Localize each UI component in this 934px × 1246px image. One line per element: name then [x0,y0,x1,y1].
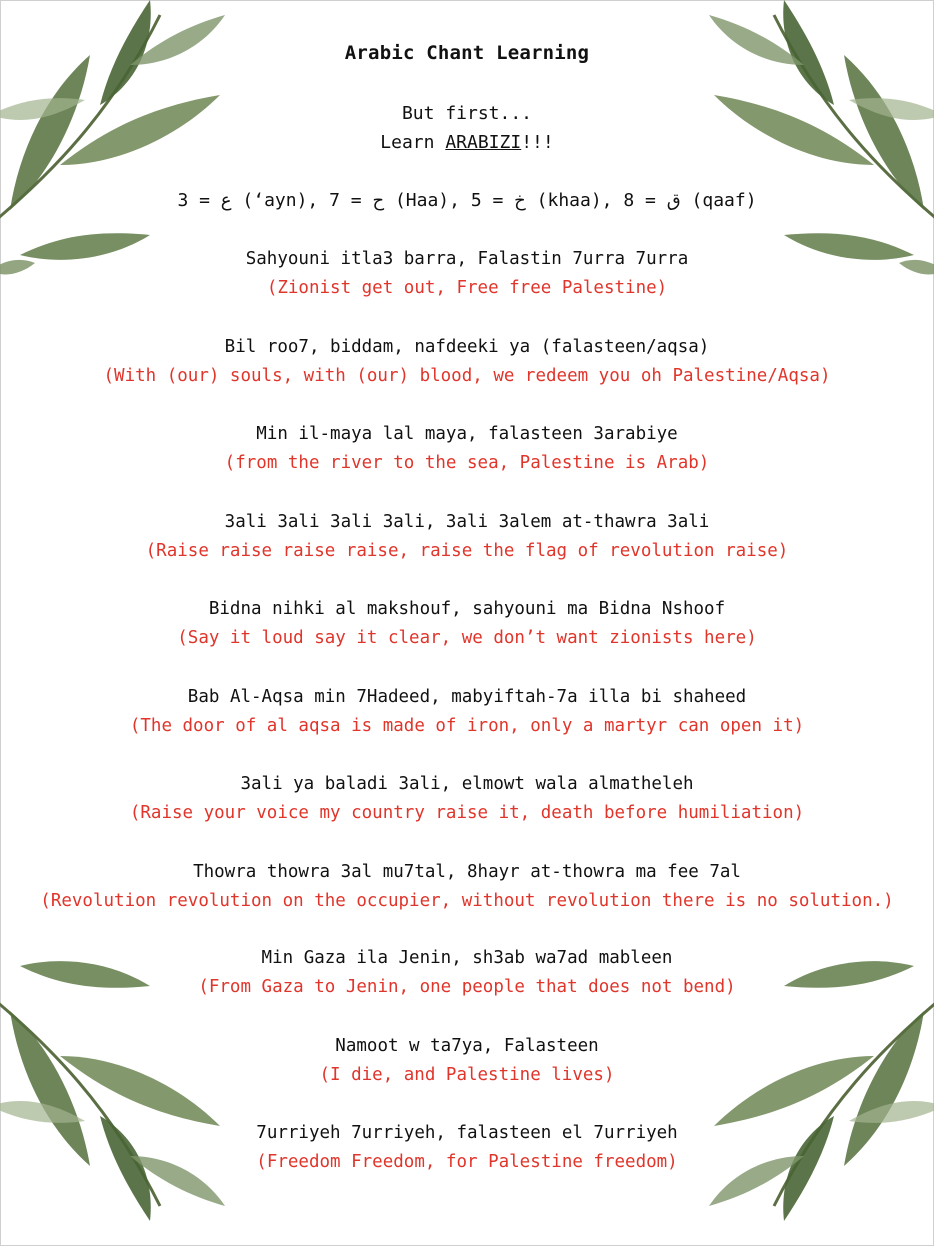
chant-block [0,420,934,478]
chant-arabizi: Min Gaza ila Jenin, sh3ab wa7ad mableen [261,948,673,968]
chant-translation: (Say it loud say it clear, we don’t want zionists here) [177,628,757,648]
chant-translation: (The door of al aqsa is made of iron, only a martyr can open it) [129,716,805,736]
chant-translation: (Zionist get out, Free free Palestine) [266,278,668,298]
chant-arabizi: 3ali ya baladi 3ali, elmowt wala almatheleh [240,774,694,794]
chant-block [0,1032,934,1090]
legend-name: (Haa) [394,190,450,211]
chant-block [0,333,934,391]
chant-block [0,770,934,828]
chant-translation: (from the river to the sea, Palestine is Arab) [224,453,710,473]
legend-name: (qaaf) [691,190,757,211]
legend-num: 5 [470,190,482,211]
chant-block [0,595,934,653]
chant-arabizi: 7urriyeh 7urriyeh, falasteen el 7urriyeh [256,1123,678,1143]
chant-block [0,683,934,741]
legend-letter: ع [220,190,232,211]
chant-translation: (Revolution revolution on the occupier, without revolution there is no solution.) [40,891,894,911]
arabizi-underlined: ARABIZI [445,132,522,153]
chant-arabizi: 3ali 3ali 3ali 3ali, 3ali 3alem at-thawra 3ali [224,512,710,532]
arabizi-legend: 3 = ع (‘ayn), 7 = ح (Haa), 5 = خ (khaa), 8 = ق (qaaf) [177,190,757,211]
chant-translation: (Freedom Freedom, for Palestine freedom) [256,1152,678,1172]
chant-block [0,245,934,303]
legend-num: 7 [329,190,340,211]
chant-arabizi: Min il-maya lal maya, falasteen 3arabiye [256,424,678,444]
intro-line-2 [0,132,934,153]
legend-letter: ح [372,190,385,211]
chant-translation: (With (our) souls, with (our) blood, we redeem you oh Palestine/Aqsa) [103,366,831,386]
chant-arabizi: Bil roo7, biddam, nafdeeki ya (falasteen/aqsa) [224,337,710,357]
chant-arabizi: Sahyouni itla3 barra, Falastin 7urra 7urra [245,249,689,269]
chant-translation: (Raise raise raise raise, raise the flag of revolution raise) [145,541,789,561]
chant-arabizi: Bidna nihki al makshouf, sahyouni ma Bidna Nshoof [208,599,726,619]
chant-arabizi: Thowra thowra 3al mu7tal, 8hayr at-thowra ma fee 7al [193,862,741,882]
chant-translation: (From Gaza to Jenin, one people that does not bend) [198,977,736,997]
page-title: Arabic Chant Learning [344,42,590,64]
chant-translation: (I die, and Palestine lives) [319,1065,615,1085]
legend-name: (‘ayn) [242,190,308,211]
legend-letter: خ [514,190,526,211]
legend-name: (khaa) [536,190,602,211]
intro-line-1: But first... [401,103,533,124]
chant-block [0,944,934,1002]
intro-prefix: Learn [380,132,446,153]
legend-num: 3 [177,190,189,211]
chant-block [0,508,934,566]
chant-block [0,1119,934,1177]
legend-letter: ق [666,190,681,211]
chant-translation: (Raise your voice my country raise it, death before humiliation) [129,803,805,823]
intro-suffix: !!! [521,132,554,153]
chant-block [0,858,934,916]
chant-arabizi: Namoot w ta7ya, Falasteen [335,1036,599,1056]
legend-num: 8 [623,190,635,211]
chant-arabizi: Bab Al-Aqsa min 7Hadeed, mabyiftah-7a illa bi shaheed [187,687,747,707]
